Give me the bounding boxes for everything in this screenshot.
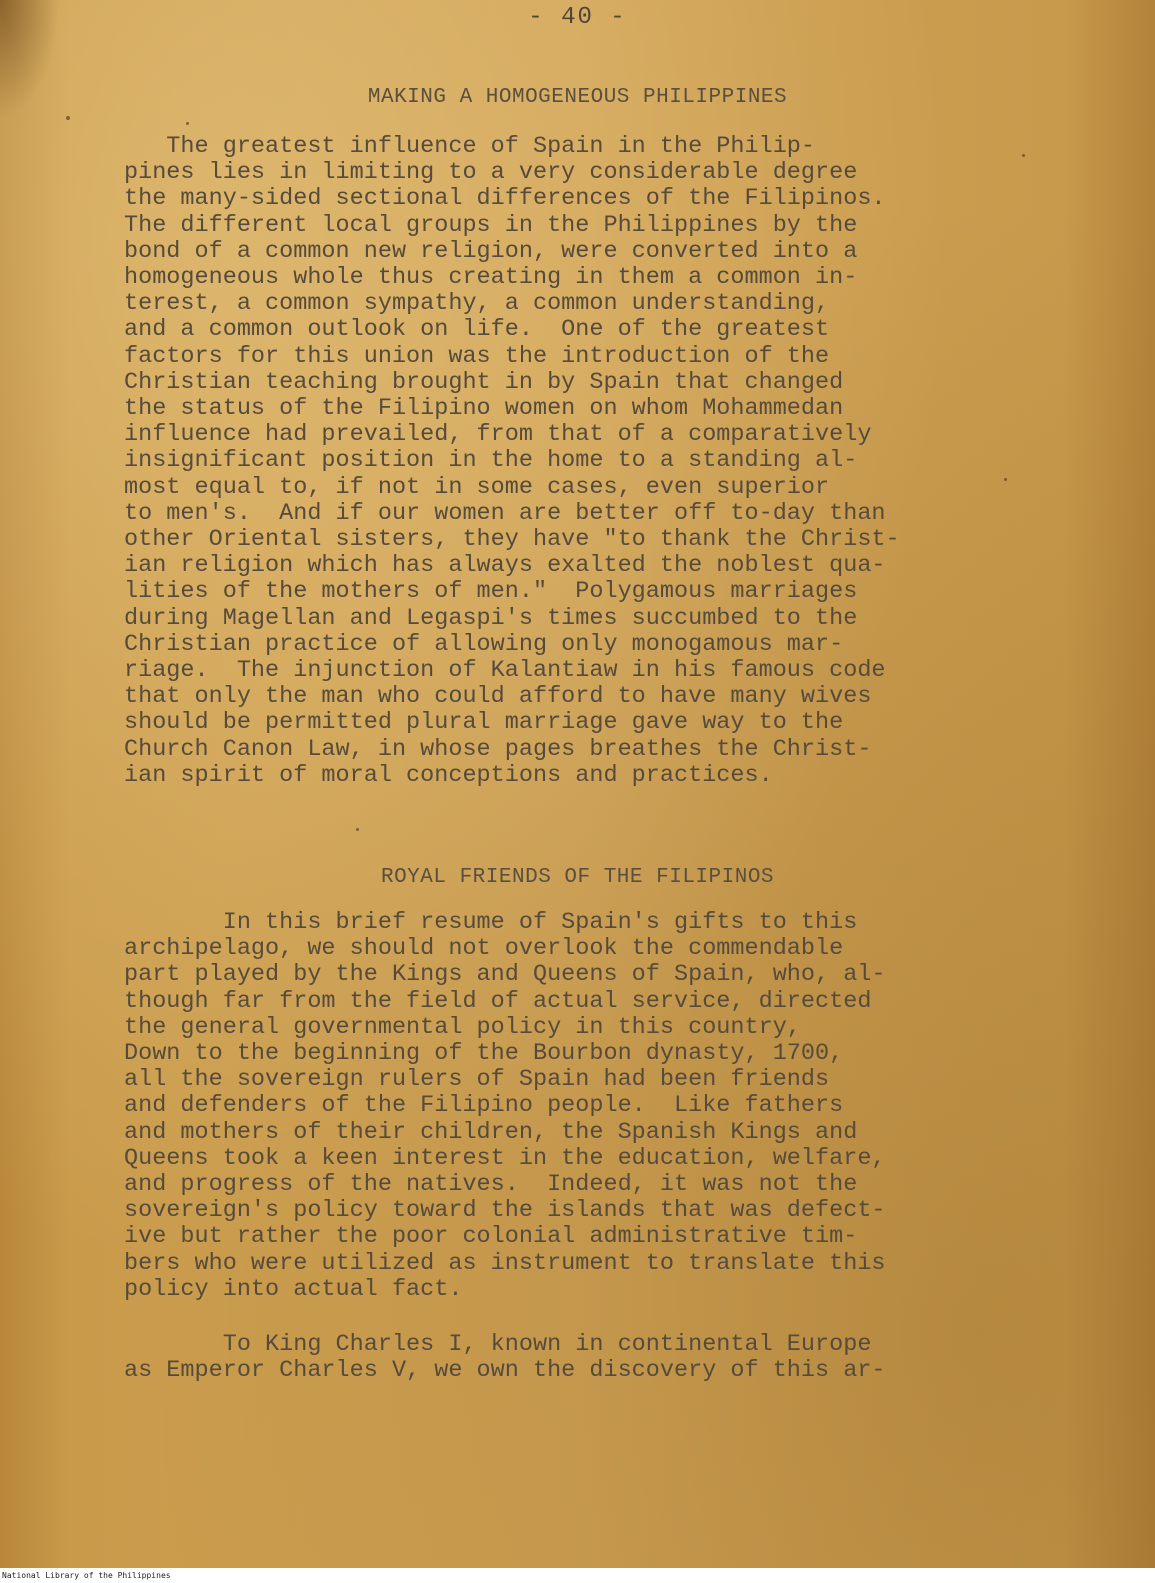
text-line: Christian practice of allowing only monogamous mar- (124, 630, 844, 658)
section-heading-homogeneous-philippines: MAKING A HOMOGENEOUS PHILIPPINES (367, 86, 788, 109)
text-line: The greatest influence of Spain in the Philip- (124, 133, 816, 160)
text-line: ian spirit of moral conceptions and practices. (124, 761, 773, 789)
section-heading-royal-friends: ROYAL FRIENDS OF THE FILIPINOS (380, 866, 775, 889)
body-paragraph (124, 910, 994, 1303)
text-line: the many-sided sectional differences of the Filipinos. (124, 185, 886, 213)
text-line: riage. The injunction of Kalantiaw in his famous code (124, 657, 886, 685)
text-line: homogeneous whole thus creating in them a common in- (124, 264, 858, 292)
text-line: all the sovereign rulers of Spain had been friends (124, 1066, 830, 1094)
paper-speck (1022, 154, 1025, 157)
text-line: should be permitted plural marriage gave way to the (124, 709, 844, 737)
text-line: and a common outlook on life. One of the greatest (124, 316, 830, 344)
text-line: To King Charles I, known in continental Europe (124, 1331, 872, 1358)
footer-bar (0, 1571, 1155, 1583)
text-line: and defenders of the Filipino people. Like fathers (124, 1092, 844, 1120)
text-line: bond of a common new religion, were converted into a (124, 237, 858, 265)
footer-credit: National Library of the Philippines (2, 1571, 171, 1580)
text-line: and progress of the natives. Indeed, it was not the (124, 1171, 858, 1199)
text-line: Christian teaching brought in by Spain that changed (124, 368, 844, 396)
text-line: that only the man who could afford to have many wives (124, 683, 872, 711)
text-line: In this brief resume of Spain's gifts to this (124, 909, 858, 936)
text-line: the general governmental policy in this country, (124, 1013, 801, 1041)
text-line: terest, a common sympathy, a common understanding, (124, 290, 830, 318)
text-line: policy into actual fact. (124, 1275, 463, 1303)
text-line: most equal to, if not in some cases, even superior (124, 473, 830, 501)
text-line: to men's. And if our women are better off to-day than (124, 499, 886, 527)
text-line: ive but rather the poor colonial administrative tim- (124, 1223, 858, 1251)
paper-speck (356, 828, 359, 831)
text-line: during Magellan and Legaspi's times succumbed to the (124, 604, 858, 632)
body-paragraph (124, 1332, 994, 1384)
paper-speck (66, 116, 70, 120)
text-line: the status of the Filipino women on whom Mohammedan (124, 395, 844, 423)
text-line: Down to the beginning of the Bourbon dynasty, 1700, (124, 1040, 844, 1068)
text-line: Queens took a keen interest in the education, welfare, (124, 1144, 886, 1172)
paper-speck (1004, 478, 1007, 481)
text-line: as Emperor Charles V, we own the discovery of this ar- (124, 1357, 886, 1385)
page-number: - 40 - (528, 4, 627, 31)
text-line: though far from the field of actual service, directed (124, 987, 872, 1015)
text-line: Church Canon Law, in whose pages breathes the Christ- (124, 735, 872, 763)
text-line: ian religion which has always exalted the noblest qua- (124, 552, 886, 580)
text-line: lities of the mothers of men." Polygamous marriages (124, 578, 858, 606)
text-line: influence had prevailed, from that of a comparatively (124, 421, 872, 449)
text-line: other Oriental sisters, they have "to thank the Christ- (124, 526, 900, 554)
text-line: sovereign's policy toward the islands that was defect- (124, 1197, 886, 1225)
text-line: factors for this union was the introduction of the (124, 342, 830, 370)
paper-speck (186, 122, 189, 125)
text-line: pines lies in limiting to a very considerable degree (124, 159, 858, 187)
text-line: The different local groups in the Philippines by the (124, 211, 858, 239)
text-line: archipelago, we should not overlook the commendable (124, 935, 844, 963)
text-line: and mothers of their children, the Spanish Kings and (124, 1118, 858, 1146)
body-paragraph (124, 134, 994, 789)
text-line: part played by the Kings and Queens of Spain, who, al- (124, 961, 886, 989)
text-line: insignificant position in the home to a standing al- (124, 447, 858, 475)
text-line: bers who were utilized as instrument to translate this (124, 1249, 886, 1277)
